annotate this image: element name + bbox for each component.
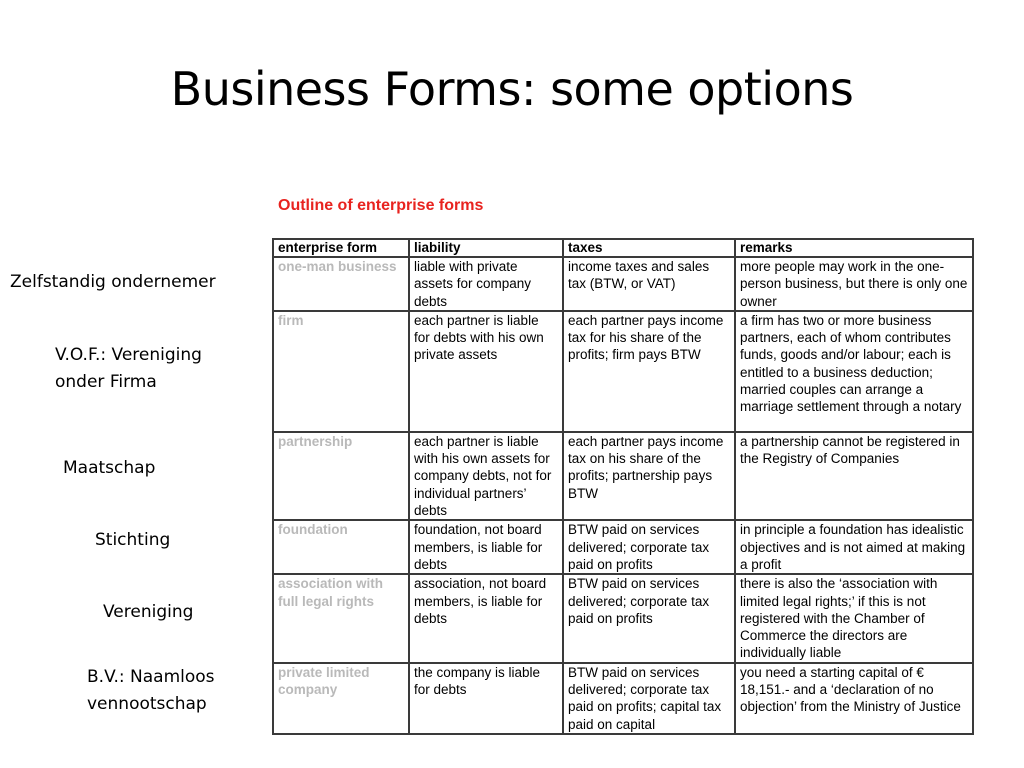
enterprise-form-cell: partnership: [273, 432, 409, 520]
slide-title: Business Forms: some options: [170, 62, 854, 116]
column-header-remarks: remarks: [735, 239, 973, 257]
column-header-enterprise-form: enterprise form: [273, 239, 409, 257]
table-row: [273, 520, 973, 574]
table-row: [273, 663, 973, 734]
liability-cell: each partner is liable for debts with his own private assets: [409, 311, 563, 432]
column-header-liability: liability: [409, 239, 563, 257]
side-label-maatschap: Maatschap: [63, 458, 156, 478]
table-row: [273, 432, 973, 520]
enterprise-form-cell: one-man business: [273, 257, 409, 311]
remarks-cell: in principle a foundation has idealistic objectives and is not aimed at making a profit: [735, 520, 973, 574]
remarks-cell: there is also the ‘association with limited legal rights;’ if this is not registered with the Chamber of Commerce the directors are individually liable: [735, 574, 973, 662]
taxes-cell: BTW paid on services delivered; corporate tax paid on profits; capital tax paid on capital: [563, 663, 735, 734]
liability-cell: liable with private assets for company debts: [409, 257, 563, 311]
column-header-taxes: taxes: [563, 239, 735, 257]
enterprise-form-cell: private limited company: [273, 663, 409, 734]
enterprise-forms-table: [272, 238, 974, 735]
liability-cell: each partner is liable with his own assets for company debts, not for individual partners’ debts: [409, 432, 563, 520]
table-row: [273, 311, 973, 432]
enterprise-form-cell: association with full legal rights: [273, 574, 409, 662]
taxes-cell: BTW paid on services delivered; corporate tax paid on profits: [563, 520, 735, 574]
table-row: [273, 574, 973, 662]
taxes-cell: BTW paid on services delivered; corporate tax paid on profits: [563, 574, 735, 662]
table-caption: Outline of enterprise forms: [278, 197, 484, 214]
side-label-bv: B.V.: Naamloos vennootschap: [87, 667, 215, 714]
table-header-row: [273, 239, 973, 257]
taxes-cell: each partner pays income tax on his share of the profits; partnership pays BTW: [563, 432, 735, 520]
taxes-cell: each partner pays income tax for his share of the profits; firm pays BTW: [563, 311, 735, 432]
side-label-vof: V.O.F.: Vereniging onder Firma: [55, 345, 202, 392]
table-row: [273, 257, 973, 311]
remarks-cell: a firm has two or more business partners, each of whom contributes funds, goods and/or labour; each is entitled to a business deduction; married couples can arrange a marriage settlement through a notary: [735, 311, 973, 432]
enterprise-form-cell: foundation: [273, 520, 409, 574]
liability-cell: foundation, not board members, is liable for debts: [409, 520, 563, 574]
side-label-zelfstandig-ondernemer: Zelfstandig ondernemer: [10, 272, 216, 292]
taxes-cell: income taxes and sales tax (BTW, or VAT): [563, 257, 735, 311]
side-label-vereniging: Vereniging: [103, 602, 194, 622]
remarks-cell: you need a starting capital of € 18,151.- and a ‘declaration of no objection’ from the Ministry of Justice: [735, 663, 973, 734]
remarks-cell: a partnership cannot be registered in the Registry of Companies: [735, 432, 973, 520]
liability-cell: association, not board members, is liable for debts: [409, 574, 563, 662]
liability-cell: the company is liable for debts: [409, 663, 563, 734]
enterprise-form-cell: firm: [273, 311, 409, 432]
remarks-cell: more people may work in the one-person business, but there is only one owner: [735, 257, 973, 311]
side-label-stichting: Stichting: [95, 530, 171, 550]
